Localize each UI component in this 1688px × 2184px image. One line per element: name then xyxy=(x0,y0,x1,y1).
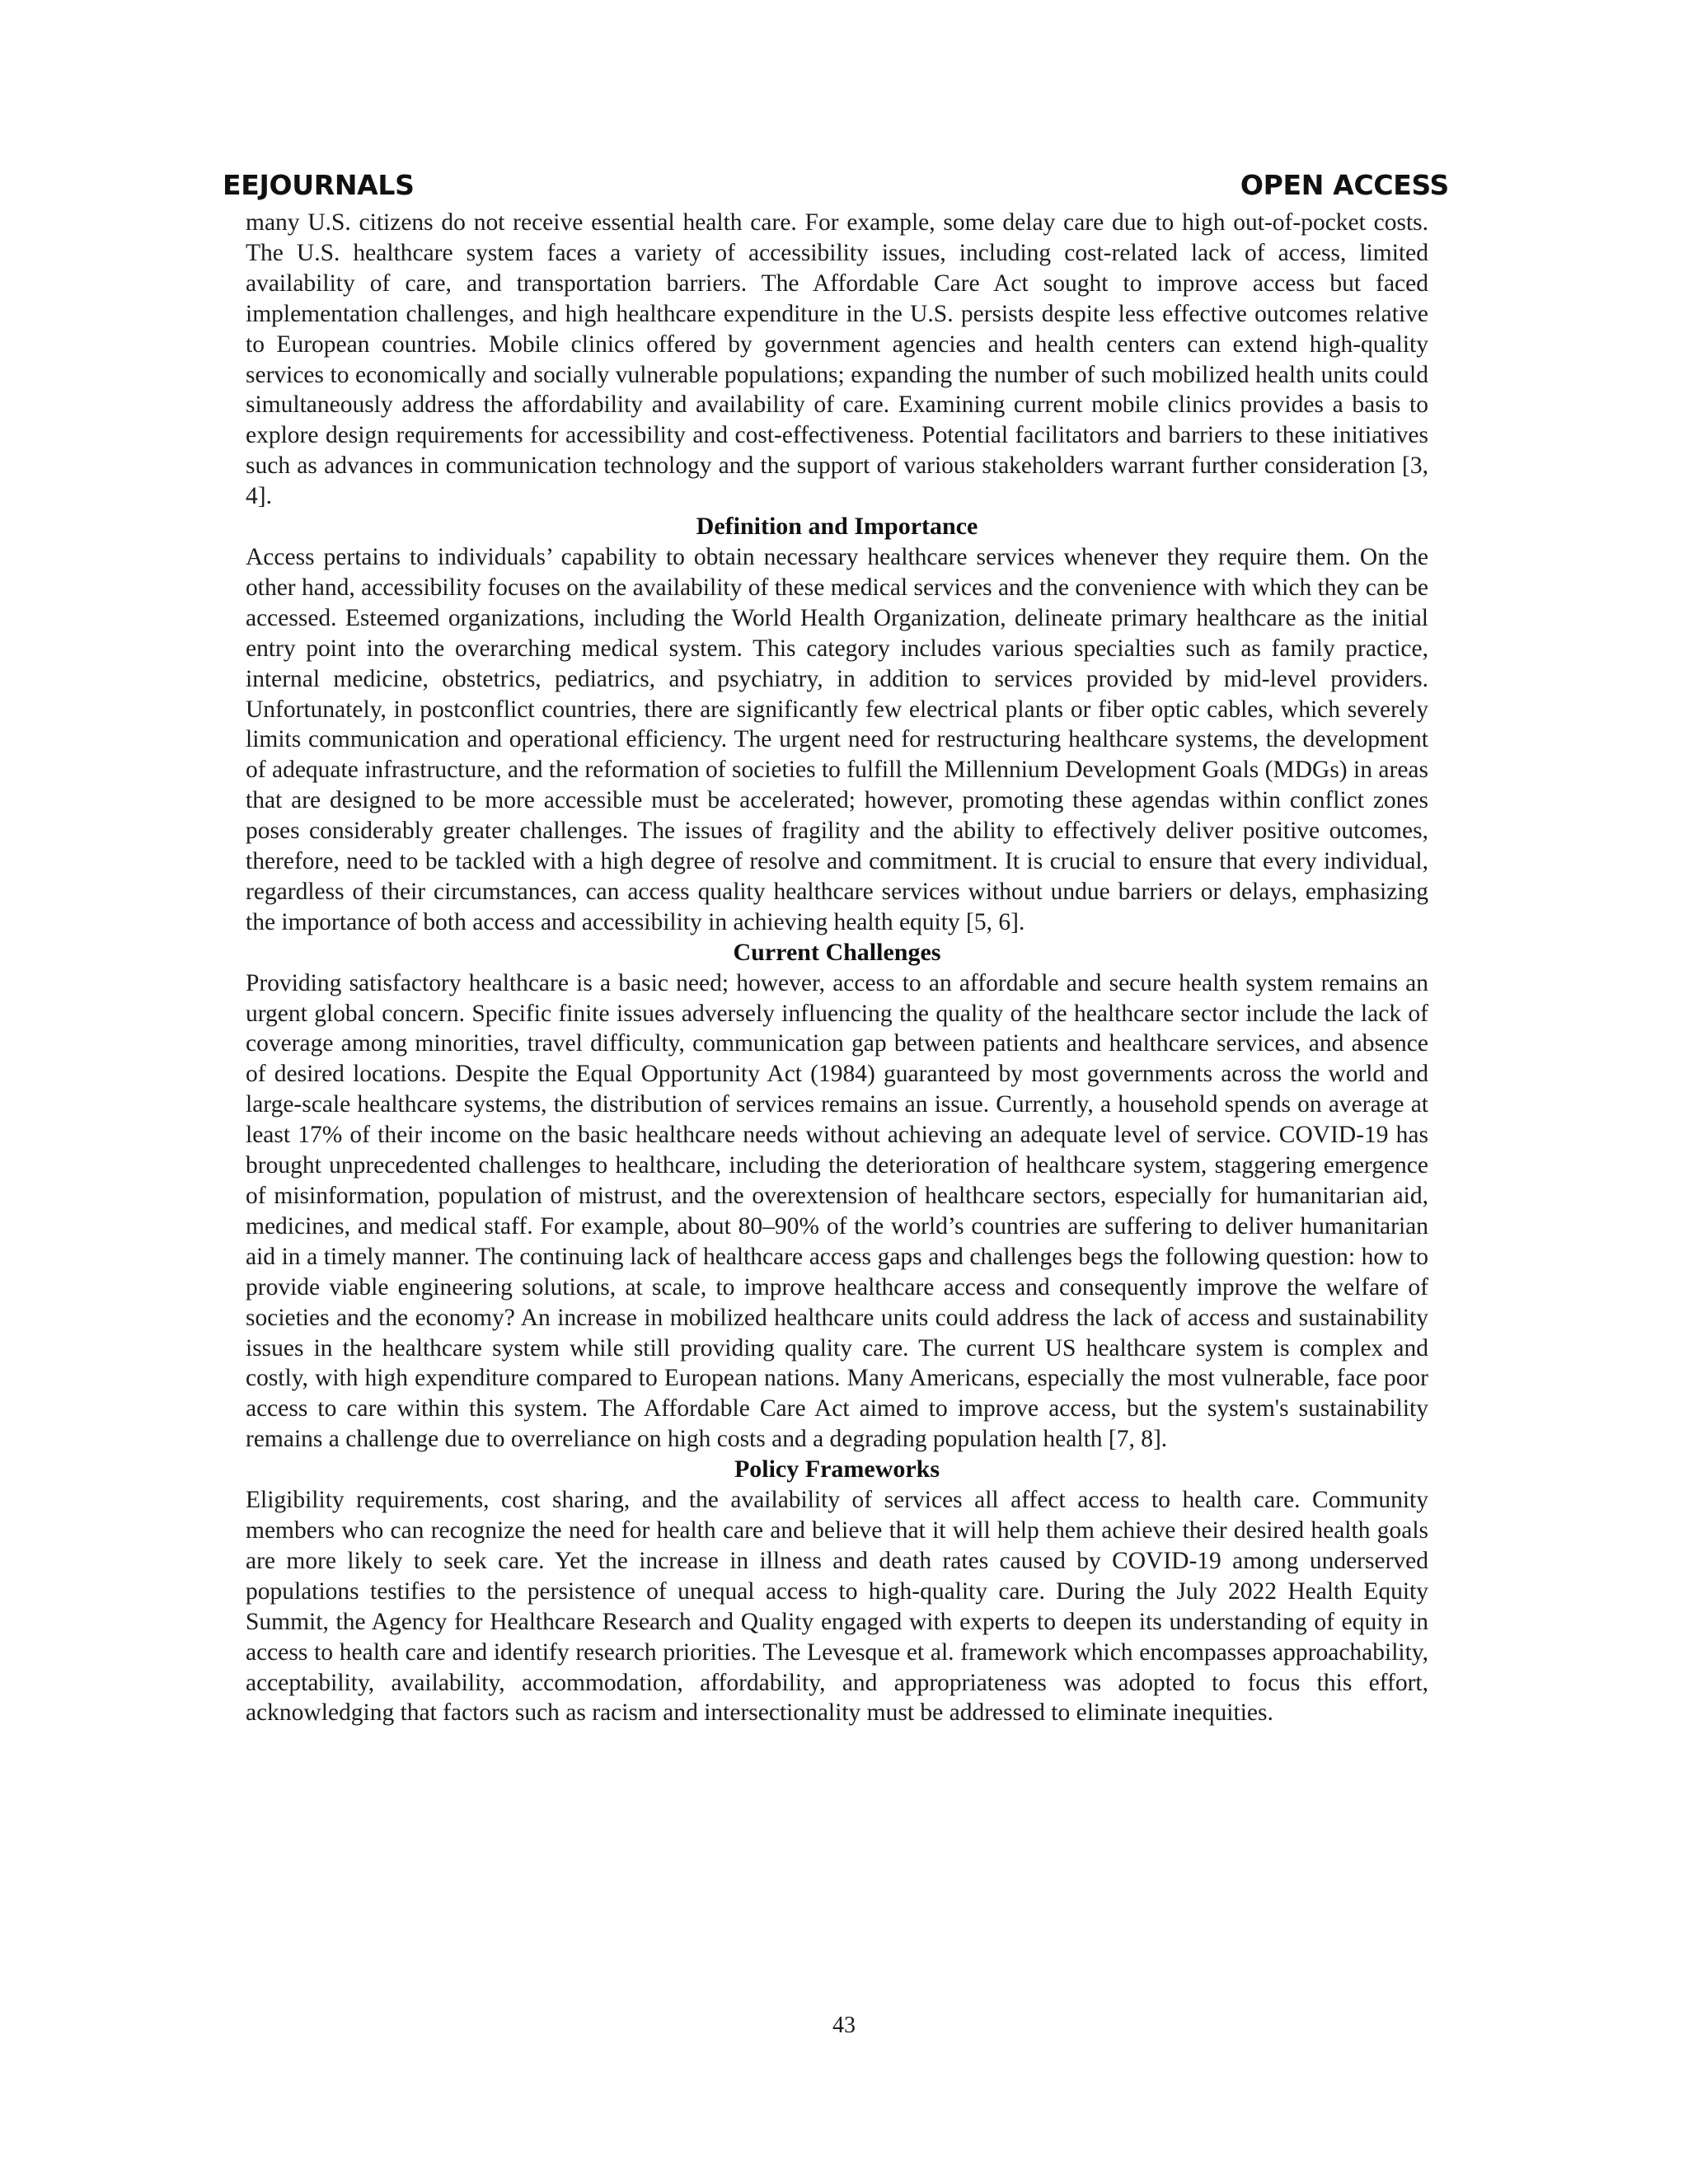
challenges-paragraph: Providing satisfactory healthcare is a basic need; however, access to an affordable and secure health system remains an urgent global concern. Specific finite issues adversely influencing the quality of the healthcare sector include the lack of coverage among minorities, travel difficulty, communication gap between patients and healthcare services, and absence of desired locations. Despite the Equal Opportunity Act (1984) guaranteed by most governments across the world and large-scale healthcare systems, the distribution of services remains an issue. Currently, a household spends on average at least 17% of their income on the basic healthcare needs without achieving an adequate level of service. COVID-19 has brought unprecedented challenges to healthcare, including the deterioration of healthcare system, staggering emergence of misinformation, population of mistrust, and the overextension of healthcare sectors, especially for humanitarian aid, medicines, and medical staff. For example, about 80–90% of the world’s countries are suffering to deliver humanitarian aid in a timely manner. The continuing lack of healthcare access gaps and challenges begs the following question: how to provide viable engineering solutions, at scale, to improve healthcare access and consequently improve the welfare of societies and the economy? An increase in mobilized healthcare units could address the lack of access and sustainability issues in the healthcare system while still providing quality care. The current US healthcare system is complex and costly, with high expenditure compared to European nations. Many Americans, especially the most vulnerable, face poor access to care within this system. The Affordable Care Act aimed to improve access, but the system's sustainability remains a challenge due to overreliance on high costs and a degrading population health [7, 8]. xyxy=(246,969,1428,1453)
open-access-label: OPEN ACCESS xyxy=(1240,169,1449,201)
running-header xyxy=(223,169,1449,212)
page-number: 43 xyxy=(832,2013,856,2038)
section-heading-policy: Policy Frameworks xyxy=(734,1455,940,1483)
definition-paragraph: Access pertains to individuals’ capability to obtain necessary healthcare services whenever they require them. On the other hand, accessibility focuses on the availability of these medical services and the convenience with which they can be accessed. Esteemed organizations, including the World Health Organization, delineate primary healthcare as the initial entry point into the overarching medical system. This category includes various specialties such as family practice, internal medicine, obstetrics, pediatrics, and psychiatry, in addition to services provided by mid-level providers. Unfortunately, in postconflict countries, there are significantly few electrical plants or fiber optic cables, which severely limits communication and operational efficiency. The urgent need for restructuring healthcare systems, the development of adequate infrastructure, and the reformation of societies to fulfill the Millennium Development Goals (MDGs) in areas that are designed to be more accessible must be accelerated; however, promoting these agendas within conflict zones poses considerably greater challenges. The issues of fragility and the ability to effectively deliver positive outcomes, therefore, need to be tackled with a high degree of resolve and commitment. It is crucial to ensure that every individual, regardless of their circumstances, can access quality healthcare services without undue barriers or delays, emphasizing the importance of both access and accessibility in achieving health equity [5, 6]. xyxy=(246,543,1428,935)
journal-name: EEJOURNALS xyxy=(223,169,415,201)
body-text xyxy=(246,208,1428,1728)
section-heading-challenges: Current Challenges xyxy=(733,938,941,966)
section-heading-definition: Definition and Importance xyxy=(696,513,978,541)
intro-paragraph: many U.S. citizens do not receive essential health care. For example, some delay care due to high out-of-pocket costs. The U.S. healthcare system faces a variety of accessibility issues, including cost-related lack of access, limited availability of care, and transportation barriers. The Affordable Care Act sought to improve access but faced implementation challenges, and high healthcare expenditure in the U.S. persists despite less effective outcomes relative to European countries. Mobile clinics offered by government agencies and health centers can extend high-quality services to economically and socially vulnerable populations; expanding the number of such mobilized health units could simultaneously address the affordability and availability of care. Examining current mobile clinics provides a basis to explore design requirements for accessibility and cost-effectiveness. Potential facilitators and barriers to these initiatives such as advances in communication technology and the support of various stakeholders warrant further consideration [3, 4]. xyxy=(246,209,1428,510)
policy-paragraph: Eligibility requirements, cost sharing, and the availability of services all affect access to health care. Community members who can recognize the need for health care and believe that it will help them achieve their desired health goals are more likely to seek care. Yet the increase in illness and death rates caused by COVID-19 among underserved populations testifies to the persistence of unequal access to high-quality care. During the July 2022 Health Equity Summit, the Agency for Healthcare Research and Quality engaged with experts to deepen its understanding of equity in access to health care and identify research priorities. The Levesque et al. framework which encompasses approachability, acceptability, availability, accommodation, affordability, and appropriateness was adopted to focus this effort, acknowledging that factors such as racism and intersectionality must be addressed to eliminate inequities. xyxy=(246,1487,1428,1727)
